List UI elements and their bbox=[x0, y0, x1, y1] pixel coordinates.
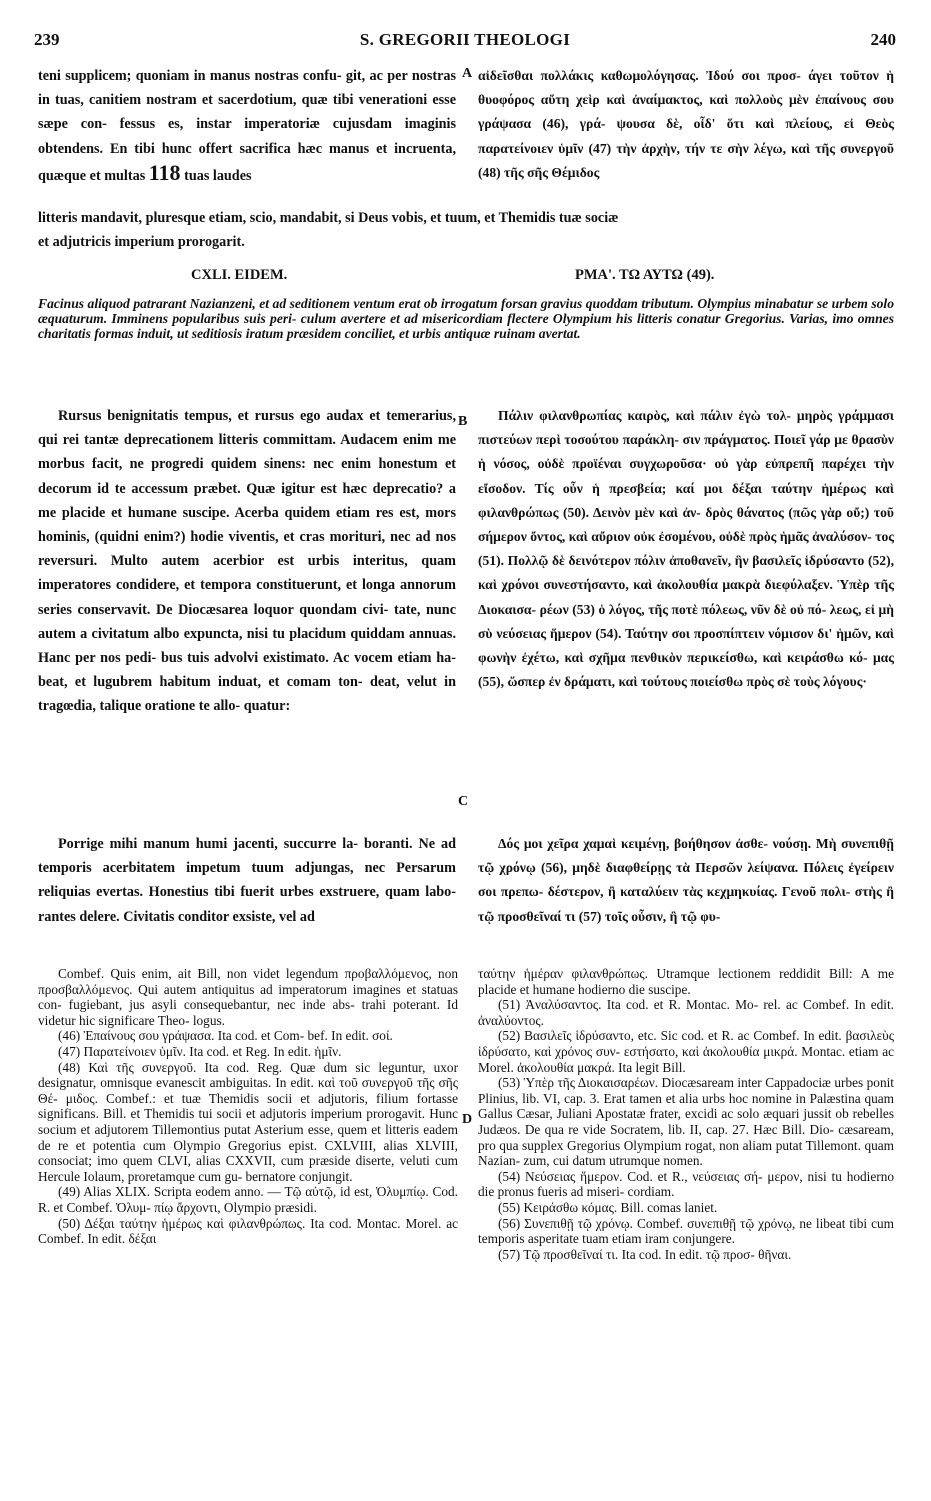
footnote: (55) Κειράσθω κόμας. Bill. comas laniet. bbox=[498, 1199, 718, 1215]
greek-paragraph-1 bbox=[478, 404, 894, 808]
footnote: (52) Βασιλεῖς ἱδρύσαντο, etc. Sic cod. et R. ac Combef. In edit. βασιλεὺς ἱδρύσατο, καὶ χρόνος συν- εστήσατο, καὶ ἀκολουθία μικρά. Montac. etiam ac Morel. ἀκολουθία μακρά. Ita legit Bill. bbox=[478, 1028, 894, 1075]
greek-paragraph-1-text: Πάλιν φιλανθρωπίας καιρὸς, καὶ πάλιν ἐγὼ τολ- μηρὸς γράμμασι πιστεύων περὶ τοσούτου παράκλη- σιν πράγματος. Ποιεῖ γάρ με θρασὺν ἡ νόσος, οὐδὲ προϊέναι συγχωροῦσα· οὐ γὰρ εὐπρεπῆ παρέχει τὴν εἴσοδον. Τίς οὖν ἡ πρεσβεία; καί μοι δέξαι ταύτην ἡμέρως καὶ φιλανθρώπως (50). Δεινὸν μὲν καὶ ἀν- δρὸς θάνατος (πῶς γὰρ οὔ;) τοῦ σήμερον ὄντος, καὶ αὔριον οὐκ ἐσομένου, οὐδὲ πρὸς ἡμᾶς ἀναλύσον- τος (51). Πολλῷ δὲ δεινότερον πόλιν ἀποθανεῖν, ἣν βασιλεῖς ἱδρύσαντο (52), καὶ χρόνοι συνεστήσαντο, καὶ ἀκολουθία μακρὰ διεφύλαξεν. Ὑπὲρ τῆς Διοκαισα- ρέων (53) ὁ λόγος, τῆς ποτὲ πόλεως, νῦν δὲ οὐ πό- λεως, εἰ μὴ σὺ νεύσειας ἥμερον (54). Ταύτην σοι προσπίπτειν νόμισον δι' ἡμῶν, καὶ φωνὴν ἐχέτω, καὶ σχῆμα πενθικὸν περικείσθω, καὶ κειράσθω κό- μας (55), ὥσπερ ἐν δράματι, καὶ τούτους ποιείσθω πρὸς σὲ τοὺς λόγους· bbox=[478, 408, 894, 690]
latin-paragraph-2 bbox=[38, 832, 456, 954]
footnotes-left bbox=[38, 966, 458, 1492]
prev-letter-latin-text: teni supplicem; quoniam in manus nostras confu- git, ac per nostras in tuas, canitiem nostram et sacerdotium, quæ tibi venerationi esse sæpe con- fessus es, instar imperatoriæ cujusdam imaginis obtendens. En tibi hunc offert sacrifica hæc manus et incruenta, quæque et multas bbox=[38, 68, 456, 184]
page-number-left: 239 bbox=[34, 30, 60, 49]
running-header bbox=[34, 30, 896, 52]
footnote: (53) Ὑπὲρ τῆς Διοκαισαρέων. Diocæsaream inter Cappadociæ urbes ponit Plinius, lib. VI, cap. 3. Erat tamen et alia urbs hoc nomine in Palæstina quam Gallus Cæsar, Juliani Apostatæ frater, excidi ac solo æquari jussit ob rebelles Judæos. De qua re vide Socratem, lib. II, cap. 27. Hæc Bill. Dio- cæsaream, pro qua supplex Gregorius Olympium rogat, non aliam putat Tillemont. quam Nazian- zum, cui datum utrumque nomen. bbox=[478, 1075, 894, 1169]
latin-paragraph-1 bbox=[38, 404, 456, 832]
margin-marker-c: C bbox=[458, 794, 469, 809]
footnote: (57) Τῷ προσθεῖναί τι. Ita cod. In edit. τῷ προσ- θῆναι. bbox=[498, 1246, 792, 1262]
prev-letter-latin bbox=[38, 64, 456, 210]
footnote: (47) Παρατείνοιεν ὑμῖν. Ita cod. et Reg. In edit. ἡμῖν. bbox=[58, 1043, 342, 1059]
prev-letter-latin-end: tuas laudes bbox=[184, 167, 252, 184]
footnote: (49) Alias XLIX. Scripta eodem anno. — Τῷ αὐτῷ, id est, Ὀλυμπίῳ. Cod. R. et Combef. Ὀλυμ- πίῳ ἄρχοντι, Olympio præsidi. bbox=[38, 1184, 458, 1215]
footnote: (50) Δέξαι ταύτην ἡμέρως καὶ φιλανθρώπως. Ita cod. Montac. Morel. ac Combef. In edit. δέξαι bbox=[38, 1215, 458, 1247]
prev-letter-greek bbox=[478, 64, 894, 186]
footnote: (54) Νεύσειας ἥμερον. Cod. et R., νεύσειας σή- μερον, nisi tu hodierno die pronus fueris ad miseri- cordiam. bbox=[478, 1168, 894, 1200]
footnote: (51) Ἀναλύσαντος. Ita cod. et R. Montac. Mo- rel. ac Combef. In edit. ἀναλύοντος. bbox=[478, 997, 894, 1028]
latin-paragraph-1-text: Rursus benignitatis tempus, et rursus ego audax et temerarius, qui rei tantæ deprecationem litteris committam. Audacem enim me morbus facit, ne progredi quidem sinens: nec enim honestum et decorum id te accessum præbet. Quæ igitur est hæc deprecatio? a me placide et humane suscipe. Acerba quidem etiam res est, mors hominis, (quidni enim?) hodie viventis, et cras morituri, nec ad nos reversuri. Multo autem acerbior est urbis interitus, quam imperatores condidere, et tempora constituerunt, et longa annorum series conservavit. De Diocæsarea loquor quondam civi- tate, nunc autem a civitatum albo expuncta, nisi tu placidum quiddam annuas. Hanc per nos pedi- bus tuis advolvi existimato. Ac vocem etiam ha- beat, et lugubrem habitum induat, et comam ton- deat, velut in tragœdia, talique oratione te allo- quatur: bbox=[38, 408, 456, 715]
page-number-right: 240 bbox=[870, 30, 896, 49]
greek-paragraph-2-text: Δός μοι χεῖρα χαμαὶ κειμένῃ, βοήθησον ἀσθε- νούσῃ. Μὴ συνεπιθῇ τῷ χρόνῳ (56), μηδὲ διαφθείρῃς τὰ Περσῶν λείψανα. Πόλεις ἐγείρειν σοι πρεπω- δέστερον, ἢ καταλύειν τὰς κεχμηκυίας. Γενοῦ πολι- στὴς ἢ τῷ προσθεῖναί τι (57) τοῖς οὖσιν, ἢ τῷ φυ- bbox=[478, 836, 894, 924]
footnote: Combef. Quis enim, ait Bill, non videt legendum προβαλλόμενος, non προσβαλλόμενος. Qui autem antiquitus ad imperatorum imagines et statuas con- fugiebant, jus asyli consequebantur, nec inde abs- trahi poterant. Id videtur hic significare Theo- logus. bbox=[38, 966, 458, 1028]
column-number-marker: 118 bbox=[148, 159, 181, 185]
footnotes-right bbox=[478, 966, 894, 1492]
letter-heading-latin: CXLI. EIDEM. bbox=[191, 267, 288, 283]
margin-marker-d: D bbox=[462, 1112, 473, 1127]
letter-heading-greek: ΡΜΑ'. ΤΩ ΑΥΤΩ (49). bbox=[575, 267, 715, 283]
running-title: S. GREGORII THEOLOGI bbox=[359, 30, 571, 49]
prev-letter-greek-text: αἰδεῖσθαι πολλάκις καθωμολόγησας. Ἰδού σοι προσ- άγει τοῦτον ἡ θυοφόρος αὕτη χεὶρ καὶ ἀναίμακτος, καὶ πολλοὺς μὲν ἐπαίνους σου γράψασα (46), γρά- ψουσα δὲ, οἶδ' ὅτι καὶ πλείους, εἰ Θεὸς παρατείνοιεν ὑμῖν (47) τὴν ἀρχὴν, τήν τε σὴν λέγω, καὶ τῆς συνεργοῦ (48) τῆς σῆς Θέμιδος bbox=[478, 68, 894, 180]
footnote: ταύτην ἡμέραν φιλανθρώπως. Utramque lectionem reddidit Bill: A me placide et humane hodierno die suscipe. bbox=[478, 966, 894, 997]
prev-letter-last-line: et adjutricis imperium prorogarit. bbox=[38, 234, 245, 250]
footnote: (56) Συνεπιθῇ τῷ χρόνῳ. Combef. συνεπιθῇ τῷ χρόνῳ, ne libeat tibi cum temporis asperitate tuam etiam iram conjungere. bbox=[478, 1215, 894, 1247]
latin-paragraph-2-text: Porrige mihi manum humi jacenti, succurre la- boranti. Ne ad temporis acerbitatem impetum tuum adjungas, nec Persarum reliquias evertas. Honestius tibi fuerit urbes exstruere, quam labo- rantes delere. Civitatis conditor exsiste, vel ad bbox=[38, 836, 456, 925]
margin-marker-b: B bbox=[458, 414, 468, 429]
footnote: (48) Καὶ τῆς συνεργοῦ. Ita cod. Reg. Quæ dum sic leguntur, uxor designatur, omnisque evanescit ambiguitas. In edit. καὶ τοῦ συνεργοῦ τῆς σῆς Θέ- μιδος. Combef.: et tuæ Themidis socii et adjutoris, filium fortasse significans. Bill. et Themidis tui socii et adjutoris imperium prorogavit. Hunc socium et adjutorem Tillemontius putat Asterium esse, quem et litteris eadem de re et potentia cum Olympio Gregorius epist. CXLVIII, alias XLVIII, consociat; imo quem CLVI, alias CXXVII, cum præside diserte, veluti cum Hercule Iolaum, proretamque cum gu- bernatore conjungit. bbox=[38, 1059, 458, 1184]
prev-letter-full-line: litteris mandavit, pluresque etiam, scio, mandabit, si Deus vobis, et tuum, et Themidis tuæ sociæ bbox=[38, 210, 619, 226]
footnote: (46) Ἐπαίνους σου γράψασα. Ita cod. et Com- bef. In edit. σοί. bbox=[58, 1028, 393, 1044]
greek-paragraph-2 bbox=[478, 832, 894, 954]
letter-summary: Facinus aliquod patrarant Nazianzeni, et ad seditionem ventum erat ob irrogatum forsan gravius quoddam tributum. Olympius minabatur se urbem solo æquaturum. Imminens popularibus suis peri- culum avertere et ad misericordiam flectere Olympium his litteris conatur Gregorius. Varias, imo omnes charitatis formas induit, ut seditiosis iratum præsidem conciliet, et urbis antiquæ ruinam avertat. bbox=[38, 296, 894, 341]
margin-marker-a: A bbox=[462, 66, 473, 81]
